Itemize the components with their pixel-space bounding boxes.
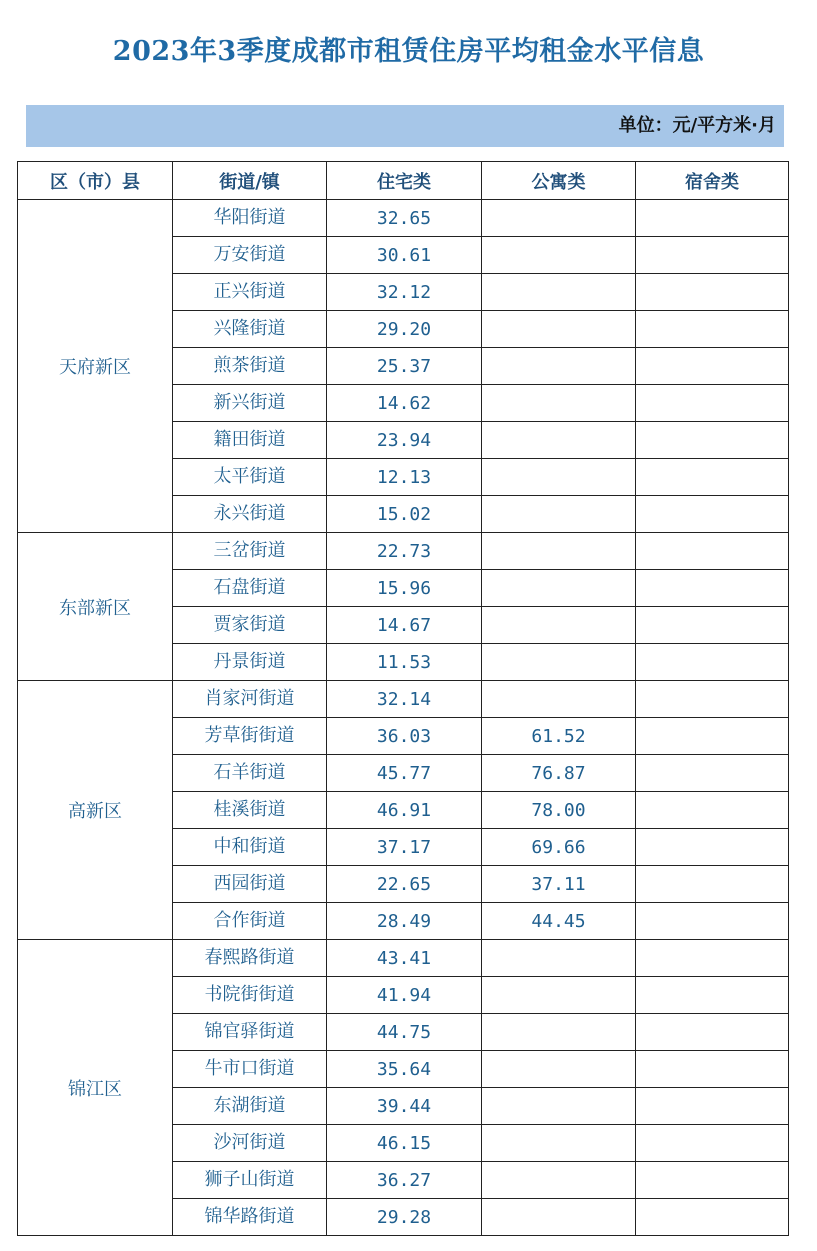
- dormitory-rent-cell: [636, 866, 789, 903]
- apartment-rent-cell: [482, 866, 636, 903]
- residential-rent-cell: [327, 792, 482, 829]
- street-cell: 肖家河街道: [173, 681, 327, 718]
- apartment-rent-cell-value: 76.87: [531, 763, 586, 784]
- residential-rent-cell: [327, 459, 482, 496]
- residential-rent-cell-value: 15.96: [376, 578, 432, 599]
- residential-rent-cell: [327, 829, 482, 866]
- residential-rent-cell: [327, 644, 482, 681]
- residential-rent-cell-value: 22.73: [376, 541, 432, 562]
- apartment-rent-cell: [482, 1014, 636, 1051]
- dormitory-rent-cell: [636, 829, 789, 866]
- dormitory-rent-cell: [636, 422, 789, 459]
- street-cell: 太平街道: [173, 459, 327, 496]
- residential-rent-cell-value: 36.27: [376, 1170, 432, 1191]
- apartment-rent-cell-value: 69.66: [531, 837, 586, 858]
- residential-rent-cell-value: 14.67: [376, 615, 432, 636]
- dormitory-rent-cell: [636, 1199, 789, 1236]
- dormitory-rent-cell: [636, 1051, 789, 1088]
- dormitory-rent-cell: [636, 1088, 789, 1125]
- residential-rent-cell-value: 28.49: [376, 911, 432, 932]
- apartment-rent-cell: [482, 311, 636, 348]
- residential-rent-cell-value: 36.03: [376, 726, 432, 747]
- residential-rent-cell: [327, 755, 482, 792]
- street-cell: 狮子山街道: [173, 1162, 327, 1199]
- street-cell: 正兴街道: [173, 274, 327, 311]
- apartment-rent-cell: [482, 570, 636, 607]
- residential-rent-cell: [327, 200, 482, 237]
- rent-table: [17, 161, 789, 1236]
- street-cell: 籍田街道: [173, 422, 327, 459]
- page-title: 2023年3季度成都市租赁住房平均租金水平信息: [112, 36, 705, 67]
- dormitory-rent-cell: [636, 681, 789, 718]
- residential-rent-cell: [327, 866, 482, 903]
- dormitory-rent-cell: [636, 792, 789, 829]
- residential-rent-cell: [327, 311, 482, 348]
- dormitory-rent-cell: [636, 644, 789, 681]
- header-residential: 住宅类: [327, 162, 482, 200]
- dormitory-rent-cell: [636, 940, 789, 977]
- table-row: [18, 200, 789, 237]
- dormitory-rent-cell: [636, 459, 789, 496]
- street-cell: 石盘街道: [173, 570, 327, 607]
- residential-rent-cell: [327, 718, 482, 755]
- street-cell: 锦官驿街道: [173, 1014, 327, 1051]
- residential-rent-cell-value: 46.15: [376, 1133, 432, 1154]
- residential-rent-cell-value: 43.41: [376, 948, 432, 969]
- dormitory-rent-cell: [636, 311, 789, 348]
- apartment-rent-cell: [482, 681, 636, 718]
- apartment-rent-cell-value: 78.00: [531, 800, 586, 821]
- residential-rent-cell-value: 12.13: [376, 467, 432, 488]
- residential-rent-cell-value: 46.91: [376, 800, 432, 821]
- apartment-rent-cell: [482, 274, 636, 311]
- apartment-rent-cell: [482, 755, 636, 792]
- street-cell: 永兴街道: [173, 496, 327, 533]
- apartment-rent-cell: [482, 977, 636, 1014]
- header-street: 街道/镇: [173, 162, 327, 200]
- table-row: [18, 533, 789, 570]
- district-cell: 锦江区: [18, 940, 173, 1236]
- street-cell: 牛市口街道: [173, 1051, 327, 1088]
- apartment-rent-cell: [482, 718, 636, 755]
- street-cell: 煎茶街道: [173, 348, 327, 385]
- street-cell: 西园街道: [173, 866, 327, 903]
- apartment-rent-cell: [482, 1125, 636, 1162]
- street-cell: 三岔街道: [173, 533, 327, 570]
- residential-rent-cell: [327, 533, 482, 570]
- residential-rent-cell-value: 45.77: [376, 763, 432, 784]
- apartment-rent-cell-value: 37.11: [531, 874, 586, 895]
- residential-rent-cell: [327, 1125, 482, 1162]
- table-body: [18, 200, 789, 1236]
- table-row: [18, 681, 789, 718]
- residential-rent-cell: [327, 903, 482, 940]
- residential-rent-cell: [327, 274, 482, 311]
- dormitory-rent-cell: [636, 570, 789, 607]
- dormitory-rent-cell: [636, 496, 789, 533]
- residential-rent-cell-value: 22.65: [376, 874, 432, 895]
- apartment-rent-cell: [482, 348, 636, 385]
- apartment-rent-cell: [482, 422, 636, 459]
- apartment-rent-cell: [482, 533, 636, 570]
- dormitory-rent-cell: [636, 1125, 789, 1162]
- apartment-rent-cell: [482, 792, 636, 829]
- residential-rent-cell: [327, 237, 482, 274]
- apartment-rent-cell: [482, 459, 636, 496]
- dormitory-rent-cell: [636, 200, 789, 237]
- district-cell: 天府新区: [18, 200, 173, 533]
- residential-rent-cell-value: 44.75: [376, 1022, 432, 1043]
- dormitory-rent-cell: [636, 348, 789, 385]
- residential-rent-cell: [327, 681, 482, 718]
- apartment-rent-cell-value: 44.45: [531, 911, 586, 932]
- residential-rent-cell-value: 29.20: [376, 319, 432, 340]
- street-cell: 石羊街道: [173, 755, 327, 792]
- residential-rent-cell: [327, 1199, 482, 1236]
- apartment-rent-cell: [482, 1162, 636, 1199]
- street-cell: 桂溪街道: [173, 792, 327, 829]
- residential-rent-cell: [327, 496, 482, 533]
- apartment-rent-cell: [482, 1199, 636, 1236]
- residential-rent-cell-value: 23.94: [376, 430, 432, 451]
- dormitory-rent-cell: [636, 1162, 789, 1199]
- street-cell: 沙河街道: [173, 1125, 327, 1162]
- residential-rent-cell-value: 29.28: [376, 1207, 432, 1228]
- residential-rent-cell-value: 37.17: [376, 837, 432, 858]
- dormitory-rent-cell: [636, 607, 789, 644]
- header-apartment: 公寓类: [482, 162, 636, 200]
- street-cell: 贾家街道: [173, 607, 327, 644]
- residential-rent-cell: [327, 1088, 482, 1125]
- street-cell: 中和街道: [173, 829, 327, 866]
- residential-rent-cell-value: 41.94: [376, 985, 432, 1006]
- street-cell: 书院街街道: [173, 977, 327, 1014]
- street-cell: 华阳街道: [173, 200, 327, 237]
- dormitory-rent-cell: [636, 903, 789, 940]
- residential-rent-cell-value: 25.37: [376, 356, 432, 377]
- street-cell: 兴隆街道: [173, 311, 327, 348]
- dormitory-rent-cell: [636, 237, 789, 274]
- dormitory-rent-cell: [636, 755, 789, 792]
- dormitory-rent-cell: [636, 533, 789, 570]
- header-dormitory: 宿舍类: [636, 162, 789, 200]
- residential-rent-cell: [327, 1051, 482, 1088]
- apartment-rent-cell: [482, 200, 636, 237]
- unit-banner: [26, 105, 784, 147]
- residential-rent-cell: [327, 385, 482, 422]
- residential-rent-cell: [327, 940, 482, 977]
- dormitory-rent-cell: [636, 385, 789, 422]
- residential-rent-cell-value: 32.12: [376, 282, 432, 303]
- district-cell: 东部新区: [18, 533, 173, 681]
- table-header-row: [18, 162, 789, 200]
- dormitory-rent-cell: [636, 274, 789, 311]
- street-cell: 春熙路街道: [173, 940, 327, 977]
- street-cell: 丹景街道: [173, 644, 327, 681]
- residential-rent-cell-value: 32.65: [376, 208, 432, 229]
- dormitory-rent-cell: [636, 1014, 789, 1051]
- street-cell: 东湖街道: [173, 1088, 327, 1125]
- street-cell: 锦华路街道: [173, 1199, 327, 1236]
- apartment-rent-cell: [482, 644, 636, 681]
- apartment-rent-cell-value: 61.52: [531, 726, 586, 747]
- district-cell: 高新区: [18, 681, 173, 940]
- street-cell: 芳草街街道: [173, 718, 327, 755]
- dormitory-rent-cell: [636, 718, 789, 755]
- street-cell: 合作街道: [173, 903, 327, 940]
- street-cell: 新兴街道: [173, 385, 327, 422]
- table-row: [18, 940, 789, 977]
- apartment-rent-cell: [482, 829, 636, 866]
- apartment-rent-cell: [482, 1088, 636, 1125]
- residential-rent-cell: [327, 348, 482, 385]
- apartment-rent-cell: [482, 237, 636, 274]
- residential-rent-cell-value: 14.62: [376, 393, 432, 414]
- apartment-rent-cell: [482, 940, 636, 977]
- street-cell: 万安街道: [173, 237, 327, 274]
- header-district: 区（市）县: [18, 162, 173, 200]
- residential-rent-cell: [327, 607, 482, 644]
- residential-rent-cell: [327, 1014, 482, 1051]
- residential-rent-cell: [327, 422, 482, 459]
- apartment-rent-cell: [482, 385, 636, 422]
- apartment-rent-cell: [482, 607, 636, 644]
- residential-rent-cell-value: 35.64: [376, 1059, 432, 1080]
- apartment-rent-cell: [482, 903, 636, 940]
- unit-label: 单位：元/平方米·月: [618, 115, 776, 136]
- residential-rent-cell-value: 11.53: [376, 652, 432, 673]
- residential-rent-cell: [327, 570, 482, 607]
- residential-rent-cell-value: 30.61: [376, 245, 432, 266]
- residential-rent-cell: [327, 977, 482, 1014]
- dormitory-rent-cell: [636, 977, 789, 1014]
- apartment-rent-cell: [482, 1051, 636, 1088]
- apartment-rent-cell: [482, 496, 636, 533]
- residential-rent-cell-value: 39.44: [376, 1096, 432, 1117]
- residential-rent-cell: [327, 1162, 482, 1199]
- residential-rent-cell-value: 32.14: [376, 689, 432, 710]
- residential-rent-cell-value: 15.02: [376, 504, 432, 525]
